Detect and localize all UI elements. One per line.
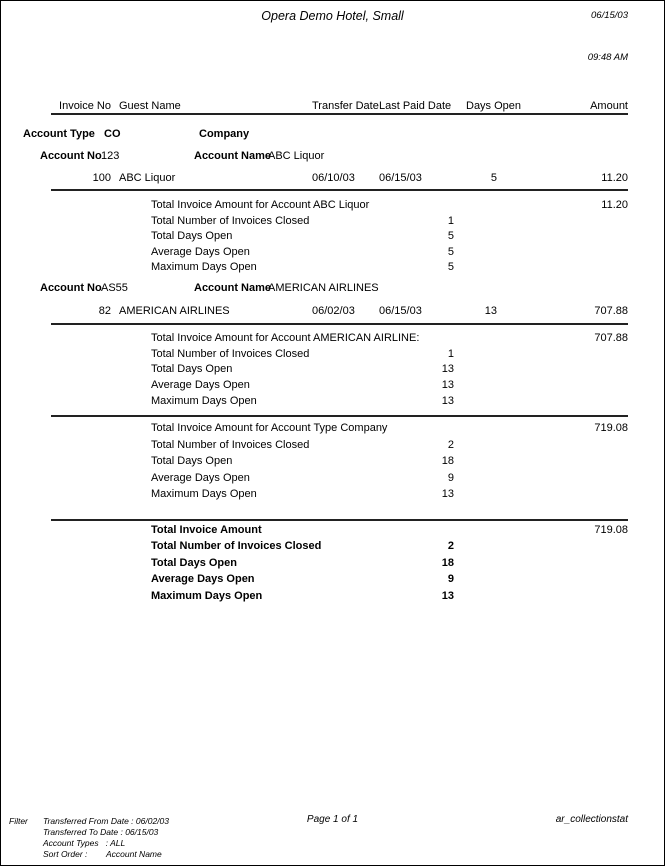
invoices-closed-value: 1: [447, 215, 454, 227]
account-average-days-row: [1, 246, 664, 259]
report-time: 09:48 AM: [587, 52, 628, 63]
average-days-label: Average Days Open: [151, 246, 250, 258]
account-no-label: Account No: [40, 282, 102, 294]
account-type-name: Company: [199, 128, 250, 140]
invoices-closed-label: Total Number of Invoices Closed: [151, 540, 322, 552]
col-invoice-no: Invoice No: [59, 100, 111, 112]
average-days-label: Average Days Open: [151, 472, 250, 484]
separator-line: [51, 519, 628, 521]
invoice-amount: 707.88: [594, 305, 628, 317]
total-amount-value: 719.08: [594, 524, 628, 536]
invoice-days-open: 5: [490, 172, 497, 184]
invoices-closed-label: Total Number of Invoices Closed: [151, 348, 310, 360]
filter-line-transferred-to: Transferred To Date : 06/15/03: [43, 827, 159, 837]
account-header-row: [1, 282, 664, 295]
invoice-last-paid: 06/15/03: [379, 172, 422, 184]
invoice-row: [1, 305, 664, 318]
grand-maximum-days-row: [1, 590, 664, 603]
report-file-name: ar_collectionstat: [555, 814, 628, 825]
average-days-value: 9: [447, 573, 454, 585]
account-total-days-row: [1, 230, 664, 243]
separator-line: [51, 323, 628, 325]
average-days-value: 9: [447, 472, 454, 484]
total-amount-value: 719.08: [594, 422, 628, 434]
average-days-value: 5: [447, 246, 454, 258]
average-days-label: Average Days Open: [151, 379, 250, 391]
invoice-row: [1, 172, 664, 185]
maximum-days-value: 5: [447, 261, 454, 273]
average-days-value: 13: [441, 379, 454, 391]
header-rule: [51, 113, 628, 115]
account-no-value: 123: [101, 150, 120, 162]
account-invoices-closed-row: [1, 215, 664, 228]
account-name-label: Account Name: [194, 150, 272, 162]
total-amount-label: Total Invoice Amount for Account AMERICAN AIRLINE:: [151, 332, 420, 344]
report-date: 06/15/03: [591, 10, 628, 21]
report-title: Opera Demo Hotel, Small: [261, 9, 404, 23]
account-name-value: AMERICAN AIRLINES: [268, 282, 379, 294]
account-type-label: Account Type: [23, 128, 95, 140]
account-maximum-days-row: [1, 395, 664, 408]
filter-line-account-types: Account Types : ALL: [43, 838, 126, 848]
invoices-closed-value: 2: [447, 540, 454, 552]
maximum-days-value: 13: [441, 488, 454, 500]
total-days-label: Total Days Open: [151, 455, 233, 467]
maximum-days-label: Maximum Days Open: [151, 488, 257, 500]
filter-label: Filter: [9, 816, 28, 826]
invoices-closed-label: Total Number of Invoices Closed: [151, 439, 310, 451]
invoice-transfer-date: 06/10/03: [312, 172, 355, 184]
account-name-value: ABC Liquor: [268, 150, 325, 162]
total-amount-label: Total Invoice Amount for Account ABC Liquor: [151, 199, 370, 211]
invoices-closed-value: 1: [447, 348, 454, 360]
filter-line-transferred-from: Transferred From Date : 06/02/03: [43, 816, 169, 826]
separator-line: [51, 189, 628, 191]
total-days-value: 5: [447, 230, 454, 242]
account-total-days-row: [1, 363, 664, 376]
type-maximum-days-row: [1, 488, 664, 501]
account-name-label: Account Name: [194, 282, 272, 294]
grand-average-days-row: [1, 573, 664, 586]
maximum-days-label: Maximum Days Open: [151, 395, 257, 407]
total-days-label: Total Days Open: [151, 557, 237, 569]
page-number: Page 1 of 1: [306, 814, 359, 825]
total-days-value: 18: [441, 455, 454, 467]
invoice-days-open: 13: [484, 305, 497, 317]
col-transfer-date: Transfer Date: [312, 100, 379, 112]
grand-invoices-closed-row: [1, 540, 664, 553]
account-type-row: [1, 128, 664, 141]
total-days-value: 18: [441, 557, 454, 569]
filter-line-sort-order: Sort Order : Account Name: [43, 849, 162, 859]
account-no-value: AS55: [101, 282, 128, 294]
invoice-amount: 11.20: [601, 172, 628, 184]
col-days-open: Days Open: [466, 100, 522, 112]
invoice-transfer-date: 06/02/03: [312, 305, 355, 317]
account-maximum-days-row: [1, 261, 664, 274]
account-no-label: Account No: [40, 150, 102, 162]
col-guest-name: Guest Name: [119, 100, 181, 112]
total-amount-label: Total Invoice Amount: [151, 524, 262, 536]
grand-total-days-row: [1, 557, 664, 570]
col-last-paid-date: Last Paid Date: [379, 100, 452, 112]
total-amount-value: 707.88: [594, 332, 628, 344]
maximum-days-label: Maximum Days Open: [151, 261, 257, 273]
separator-line: [51, 415, 628, 417]
average-days-label: Average Days Open: [151, 573, 255, 585]
invoices-closed-label: Total Number of Invoices Closed: [151, 215, 310, 227]
maximum-days-value: 13: [441, 395, 454, 407]
maximum-days-label: Maximum Days Open: [151, 590, 263, 602]
total-days-label: Total Days Open: [151, 363, 233, 375]
type-average-days-row: [1, 472, 664, 485]
account-average-days-row: [1, 379, 664, 392]
type-total-amount-row: [1, 422, 664, 435]
account-invoices-closed-row: [1, 348, 664, 361]
account-total-amount-row: [1, 332, 664, 345]
maximum-days-value: 13: [441, 590, 454, 602]
invoice-guest-name: ABC Liquor: [119, 172, 176, 184]
account-header-row: [1, 150, 664, 163]
total-amount-value: 11.20: [601, 199, 628, 211]
col-amount: Amount: [590, 100, 628, 112]
invoice-guest-name: AMERICAN AIRLINES: [119, 305, 230, 317]
account-type-code: CO: [104, 128, 121, 140]
type-total-days-row: [1, 455, 664, 468]
invoices-closed-value: 2: [447, 439, 454, 451]
invoice-no: 82: [98, 305, 111, 317]
total-days-value: 13: [441, 363, 454, 375]
total-days-label: Total Days Open: [151, 230, 233, 242]
type-invoices-closed-row: [1, 439, 664, 452]
total-amount-label: Total Invoice Amount for Account Type Company: [151, 422, 388, 434]
account-total-amount-row: [1, 199, 664, 212]
invoice-last-paid: 06/15/03: [379, 305, 422, 317]
column-header-row: [1, 100, 664, 113]
grand-total-amount-row: [1, 524, 664, 537]
invoice-no: 100: [92, 172, 111, 184]
